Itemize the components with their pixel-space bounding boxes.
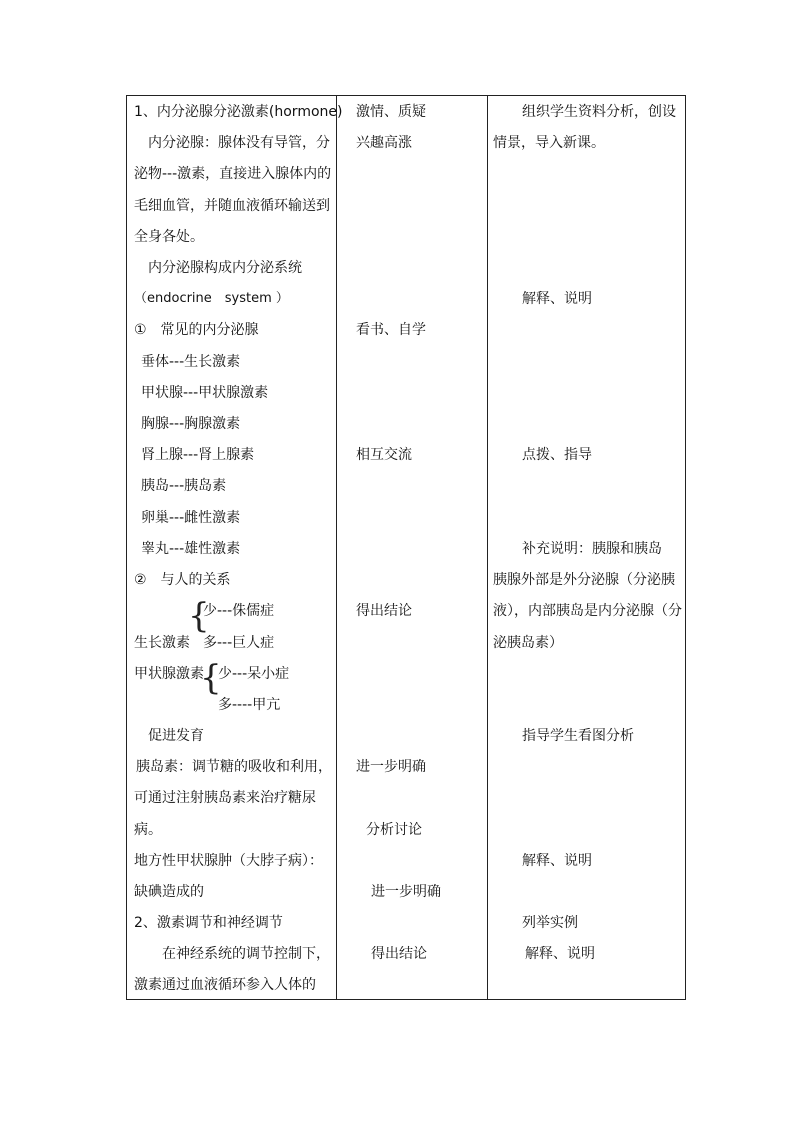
col2-line: 得出结论 xyxy=(371,946,427,962)
col1-line: 地方性甲状腺肿（大脖子病）： xyxy=(134,853,323,869)
col3-line: 情景，导入新课。 xyxy=(493,135,605,151)
col1-line: 胸腺---胸腺激素 xyxy=(141,416,241,432)
col1-line: 1、内分泌腺分泌激素(hormone) xyxy=(134,104,343,120)
col1-line: 病。 xyxy=(134,822,162,838)
col1-line: 促进发育 xyxy=(148,728,204,744)
col1-line: 内分泌腺：腺体没有导管，分 xyxy=(148,135,330,151)
col3-line: 组织学生资料分析，创设 xyxy=(522,104,676,120)
col1-line: 睾丸---雄性激素 xyxy=(141,541,241,557)
col1-line: ① 常见的内分泌腺 xyxy=(134,322,259,338)
col1-line: 全身各处。 xyxy=(134,229,204,245)
col1-line: 2、激素调节和神经调节 xyxy=(134,915,283,931)
col2-line: 得出结论 xyxy=(356,603,412,619)
col3-line: 补充说明：胰腺和胰岛 xyxy=(522,541,662,557)
thyroid-hormone-label: 甲状腺激素 xyxy=(134,666,204,682)
col1-line: 激素通过血液循环参入人体的 xyxy=(134,977,316,993)
col3-line: 解释、说明 xyxy=(522,291,592,307)
col3-line: 胰腺外部是外分泌腺（分泌胰 xyxy=(493,572,675,588)
col1-line: （endocrine system ） xyxy=(134,291,289,306)
col2-line: 激情、质疑 xyxy=(356,104,426,120)
col3-line: 泌胰岛素） xyxy=(493,635,563,651)
col3-line: 点拨、指导 xyxy=(522,447,592,463)
col1-line: 可通过注射胰岛素来治疗糖尿 xyxy=(134,790,316,806)
col2-line: 看书、自学 xyxy=(356,322,426,338)
col2-line: 进一步明确 xyxy=(356,759,426,775)
col1-line: 缺碘造成的 xyxy=(134,884,204,900)
col1-line: 毛细血管，并随血液循环输送到 xyxy=(134,198,330,214)
column-divider-1 xyxy=(336,96,337,999)
thyroid-hormone-excess: 多----甲亢 xyxy=(218,697,281,713)
col3-line: 解释、说明 xyxy=(522,853,592,869)
col1-line: 甲状腺---甲状腺激素 xyxy=(141,385,269,401)
col2-line: 兴趣高涨 xyxy=(356,135,412,151)
col1-line: 肾上腺---肾上腺素 xyxy=(141,447,255,463)
col1-line: ② 与人的关系 xyxy=(134,572,231,588)
col1-line: 在神经系统的调节控制下， xyxy=(162,946,330,962)
col1-line: 卵巢---雌性激素 xyxy=(141,510,241,526)
growth-hormone-deficit: 少---侏儒症 xyxy=(203,603,275,619)
col1-line: 胰岛---胰岛素 xyxy=(141,478,227,494)
growth-hormone-excess: 多---巨人症 xyxy=(203,635,275,651)
col2-line: 进一步明确 xyxy=(371,884,441,900)
left-brace-icon: { xyxy=(200,658,222,698)
col1-line: 胰岛素：调节糖的吸收和利用， xyxy=(136,759,332,775)
col2-line: 相互交流 xyxy=(356,447,412,463)
column-divider-2 xyxy=(487,96,488,999)
col1-line: 垂体---生长激素 xyxy=(141,354,241,370)
col1-line: 内分泌腺构成内分泌系统 xyxy=(148,260,302,276)
col3-line: 指导学生看图分析 xyxy=(522,728,634,744)
col1-line: 泌物---激素，直接进入腺体内的 xyxy=(134,166,332,182)
thyroid-hormone-deficit: 少---呆小症 xyxy=(218,666,290,682)
left-brace-icon: { xyxy=(188,596,210,636)
col3-line: 列举实例 xyxy=(522,915,578,931)
col3-line: 液），内部胰岛是内分泌腺（分 xyxy=(493,603,682,619)
col2-line: 分析讨论 xyxy=(366,822,422,838)
growth-hormone-label: 生长激素 xyxy=(134,635,190,651)
col3-line: 解释、说明 xyxy=(525,946,595,962)
